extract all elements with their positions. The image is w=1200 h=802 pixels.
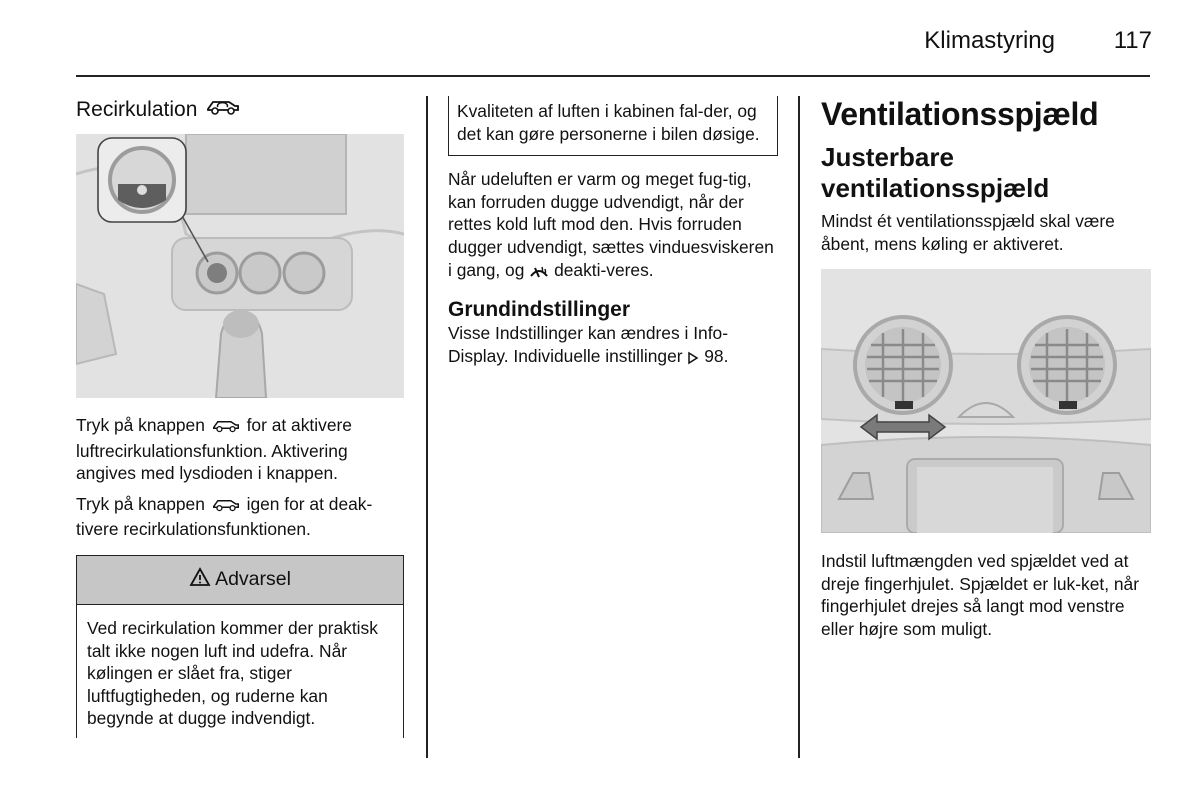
- warning-header: [77, 556, 403, 605]
- column-divider-1: [426, 96, 428, 758]
- recirculation-activate-text-a: Tryk på knappen: [76, 415, 205, 435]
- warning-text: Ved recirkulation kommer der praktisk talt ikke nogen luft ind udefra. Når kølingen er slået fra, stiger luftfugtigheden, og ruderne kan begynde at dugge indvendigt.: [87, 617, 378, 729]
- basic-settings-heading: Grundindstillinger: [448, 298, 630, 322]
- dashboard-recirculation-figure: [76, 134, 404, 398]
- recirculation-deactivate-text-b: igen for at deak-tivere recirkulationsfunktionen.: [76, 493, 373, 540]
- column-recirculation: [76, 96, 404, 738]
- recirculation-icon: [205, 95, 241, 125]
- recirculation-icon: [210, 416, 242, 440]
- caution-continuation-box: [448, 96, 778, 156]
- basic-settings-paragraph: [448, 322, 778, 370]
- warning-body: [77, 605, 403, 738]
- warning-box: [76, 555, 404, 738]
- basic-settings-text-a: Visse Indstillinger kan ændres i Info-Display. Individuelle instillinger: [448, 323, 728, 366]
- column-air-quality: [448, 96, 778, 370]
- air-quality-note: Kvaliteten af luften i kabinen fal-der, og det kan gøre personerne i bilen døsige.: [457, 101, 760, 144]
- basic-settings-text-b: 98.: [704, 345, 729, 366]
- column-divider-2: [798, 96, 800, 758]
- header-divider: [76, 75, 1150, 77]
- recirculation-heading-text: Recirkulation: [76, 98, 198, 121]
- recirculation-heading: [76, 96, 404, 124]
- air-vents-figure: [821, 269, 1151, 533]
- recirculation-icon: [210, 495, 242, 519]
- air-vents-heading: Ventilationsspjæld: [821, 96, 1099, 132]
- vent-adjust-paragraph: Indstil luftmængden ved spjældet ved at dreje fingerhjulet. Spjældet er luk-ket, når fingerhjulet drejes så langt mod venstre eller højre som muligt.: [821, 551, 1140, 639]
- warning-triangle-icon: [189, 567, 211, 593]
- recirculation-activate-text-b: for at aktivere luftrecirkulationsfunktion. Aktivering angives med lysdioden i knappen.: [76, 415, 352, 484]
- fogging-text-b: deakti-veres.: [554, 259, 654, 280]
- column-air-vents: [821, 96, 1151, 641]
- vents-open-paragraph: Mindst ét ventilationsspjæld skal være åbent, mens køling er aktiveret.: [821, 211, 1115, 254]
- recirculation-deactivate-paragraph: [76, 493, 404, 541]
- recirculation-activate-paragraph: [76, 414, 404, 485]
- fogging-text-a: Når udeluften er varm og meget fug-tig, kan forruden dugge udvendigt, når der rettes kold luft mod den. Hvis forruden dugger udvendigt, sættes vinduesviskeren i gang, og: [448, 169, 774, 280]
- windshield-wiper-icon: [529, 262, 549, 285]
- fogging-paragraph: [448, 168, 778, 284]
- adjustable-vents-heading: Justerbare ventilationsspjæld: [821, 142, 1050, 203]
- warning-title: Advarsel: [215, 568, 291, 591]
- page-number: 117: [1113, 27, 1152, 54]
- reference-arrow-icon: [687, 348, 699, 371]
- recirculation-deactivate-text-a: Tryk på knappen: [76, 493, 205, 514]
- section-title: Klimastyring: [924, 27, 1055, 54]
